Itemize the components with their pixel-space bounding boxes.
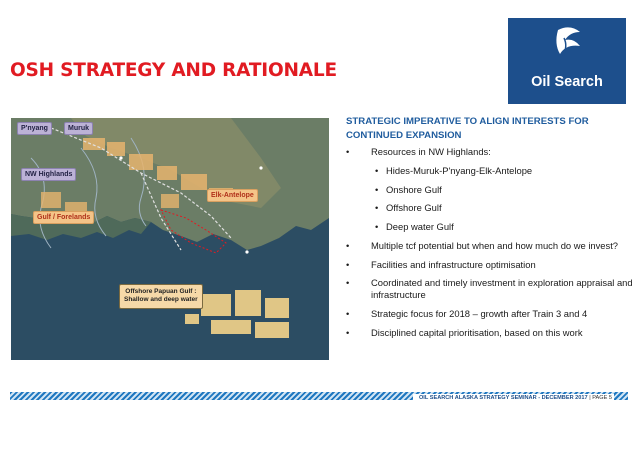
bullet-coordinated-investment: • Coordinated and timely investment in exploration appraisal and infrastructure — [344, 277, 634, 301]
bullet-facilities: • Facilities and infrastructure optimisation — [344, 259, 634, 271]
map-label-offshore-gulf — [119, 284, 203, 309]
papua-new-guinea-map — [11, 118, 329, 360]
offshore-label-line1: Offshore Papuan Gulf : — [125, 288, 197, 295]
logo-text: Oil Search — [531, 74, 603, 90]
footer-seminar: OIL SEARCH ALASKA STRATEGY SEMINAR - DECEMBER 2017 — [418, 395, 588, 401]
sub-bullet-deep-water-gulf: • Deep water Gulf — [344, 221, 634, 233]
map-label-muruk: Muruk — [64, 122, 93, 135]
bullet-resources: • Resources in NW Highlands: — [344, 146, 634, 158]
map-label-pnyang: P'nyang — [17, 122, 52, 135]
footer-text — [413, 394, 614, 403]
strategic-heading — [346, 115, 631, 144]
strategy-bullet-list — [344, 146, 634, 345]
heading-line-1: STRATEGIC IMPERATIVE TO ALIGN INTERESTS FOR — [346, 116, 589, 127]
bullet-multiple-tcf: • Multiple tcf potential but when and how much do we invest? — [344, 240, 634, 252]
map-label-elk-antelope: Elk-Antelope — [207, 189, 258, 202]
oil-search-logo — [508, 18, 626, 104]
map-label-nw-highlands: NW Highlands — [21, 168, 76, 181]
footer-page-number: | PAGE 5 — [589, 395, 612, 401]
slide-title: OSH STRATEGY AND RATIONALE — [10, 60, 337, 81]
offshore-label-line2: Shallow and deep water — [124, 296, 198, 304]
map-label-gulf-forelands: Gulf / Forelands — [33, 211, 94, 224]
sub-bullet-hides: • Hides-Muruk-P'nyang-Elk-Antelope — [344, 165, 634, 177]
bullet-capital-prioritisation: • Disciplined capital prioritisation, based on this work — [344, 327, 634, 339]
sub-bullet-onshore-gulf: • Onshore Gulf — [344, 184, 634, 196]
map-graphic — [11, 118, 329, 360]
logo-mark-icon — [508, 18, 626, 104]
bullet-strategic-focus: • Strategic focus for 2018 – growth after Train 3 and 4 — [344, 308, 634, 320]
sub-bullet-offshore-gulf: • Offshore Gulf — [344, 202, 634, 214]
heading-line-2: CONTINUED EXPANSION — [346, 130, 462, 142]
